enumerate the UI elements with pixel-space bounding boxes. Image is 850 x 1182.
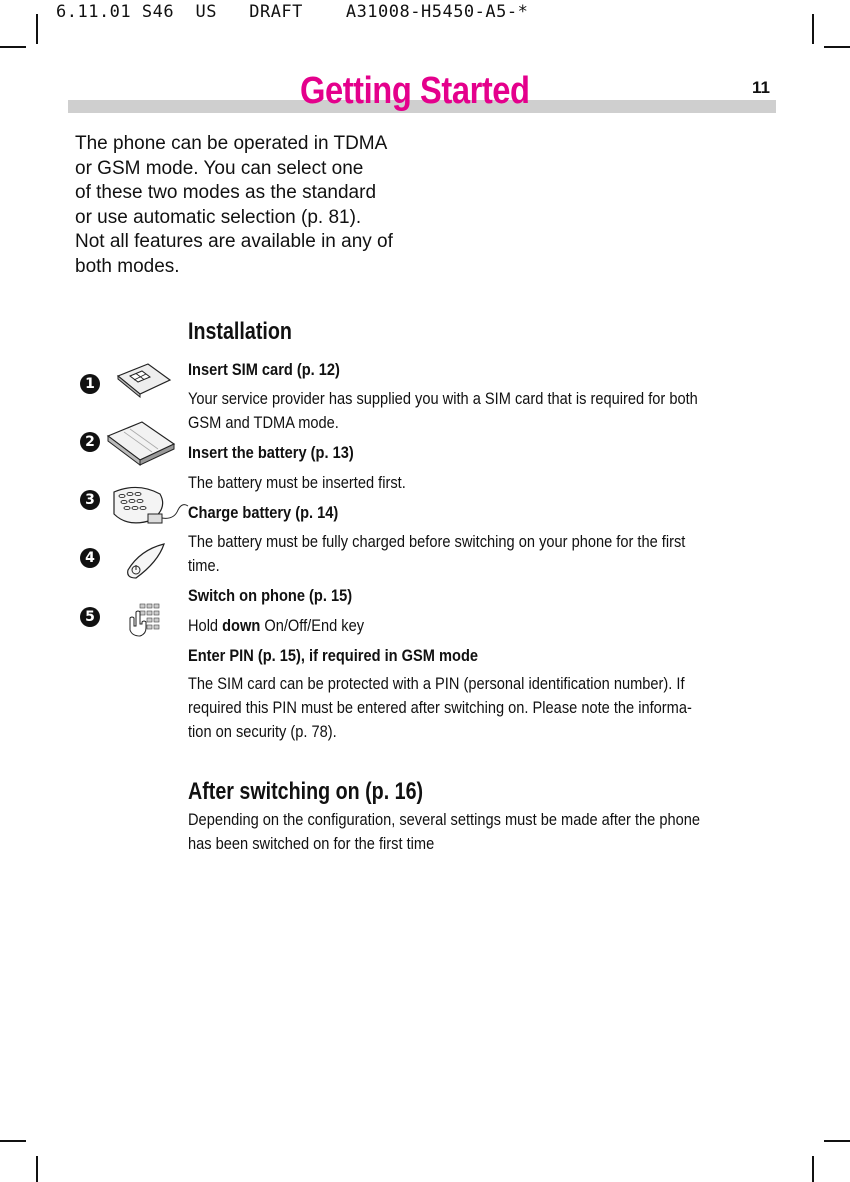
step-body	[188, 614, 773, 638]
step-body-line: GSM and TDMA mode.	[188, 413, 339, 432]
draft-header: 6.11.01 S46 US DRAFT A31008-H5450-A5-*	[56, 2, 529, 22]
intro-line: Not all features are available in any of	[75, 231, 393, 252]
step-title: Insert the battery (p. 13)	[188, 443, 354, 462]
step-body	[188, 471, 773, 495]
step-title: Charge battery (p. 14)	[188, 503, 339, 522]
intro-line: or GSM mode. You can select one	[75, 157, 364, 179]
step-number-badge: 4	[80, 548, 100, 568]
crop-mark	[824, 1140, 850, 1142]
crop-mark	[36, 14, 38, 44]
step-body-line: tion on security (p. 78).	[188, 722, 337, 741]
intro-line: both modes.	[75, 255, 180, 277]
intro-paragraph	[75, 132, 410, 279]
sim-card-icon	[112, 362, 174, 398]
page-number: 11	[752, 78, 770, 97]
after-switching-body	[188, 808, 773, 856]
after-body-line: has been switched on for the first time	[188, 834, 435, 853]
step-body-text: Hold	[188, 616, 223, 635]
step-body-line: time.	[188, 556, 220, 575]
step-body-line	[188, 614, 773, 638]
charger-icon	[108, 484, 190, 532]
step-title: Switch on phone (p. 15)	[188, 586, 353, 605]
step-body-line: The battery must be inserted first.	[188, 473, 406, 492]
step-body	[188, 672, 773, 744]
battery-icon	[104, 418, 178, 468]
step-title: Enter PIN (p. 15), if required in GSM mode	[188, 646, 479, 665]
power-key-icon	[122, 540, 168, 580]
step-number-badge: 3	[80, 490, 100, 510]
intro-line: The phone can be operated in TDMA	[75, 133, 388, 154]
step-number-badge: 2	[80, 432, 100, 452]
step-body-text: On/Off/End key	[260, 616, 365, 635]
intro-line: or use automatic selection (p. 81).	[75, 206, 362, 228]
step-body-line: Your service provider has supplied you with a SIM card that is required for both	[188, 389, 698, 408]
intro-line: of these two modes as the standard	[75, 182, 377, 203]
step-body-line: required this PIN must be entered after switching on. Please note the informa-	[188, 698, 692, 717]
crop-mark	[812, 14, 814, 44]
step-body	[188, 387, 773, 435]
after-body-line: Depending on the configuration, several settings must be made after the phone	[188, 810, 701, 829]
step-title: Insert SIM card (p. 12)	[188, 360, 340, 379]
crop-mark	[36, 1156, 38, 1182]
keypad-finger-icon	[126, 602, 160, 638]
after-switching-heading: After switching on (p. 16)	[188, 778, 424, 805]
step-number-badge: 1	[80, 374, 100, 394]
crop-mark	[0, 46, 26, 48]
step-body-emphasis: down	[222, 616, 261, 635]
step-body-line: The SIM card can be protected with a PIN (personal identification number). If	[188, 674, 685, 693]
step-number-badge: 5	[80, 607, 100, 627]
crop-mark	[824, 46, 850, 48]
crop-mark	[812, 1156, 814, 1182]
page-title: Getting Started	[300, 70, 530, 112]
step-body-line: The battery must be fully charged before switching on your phone for the first	[188, 532, 686, 551]
installation-heading: Installation	[188, 318, 292, 345]
step-body	[188, 530, 773, 578]
crop-mark	[0, 1140, 26, 1142]
